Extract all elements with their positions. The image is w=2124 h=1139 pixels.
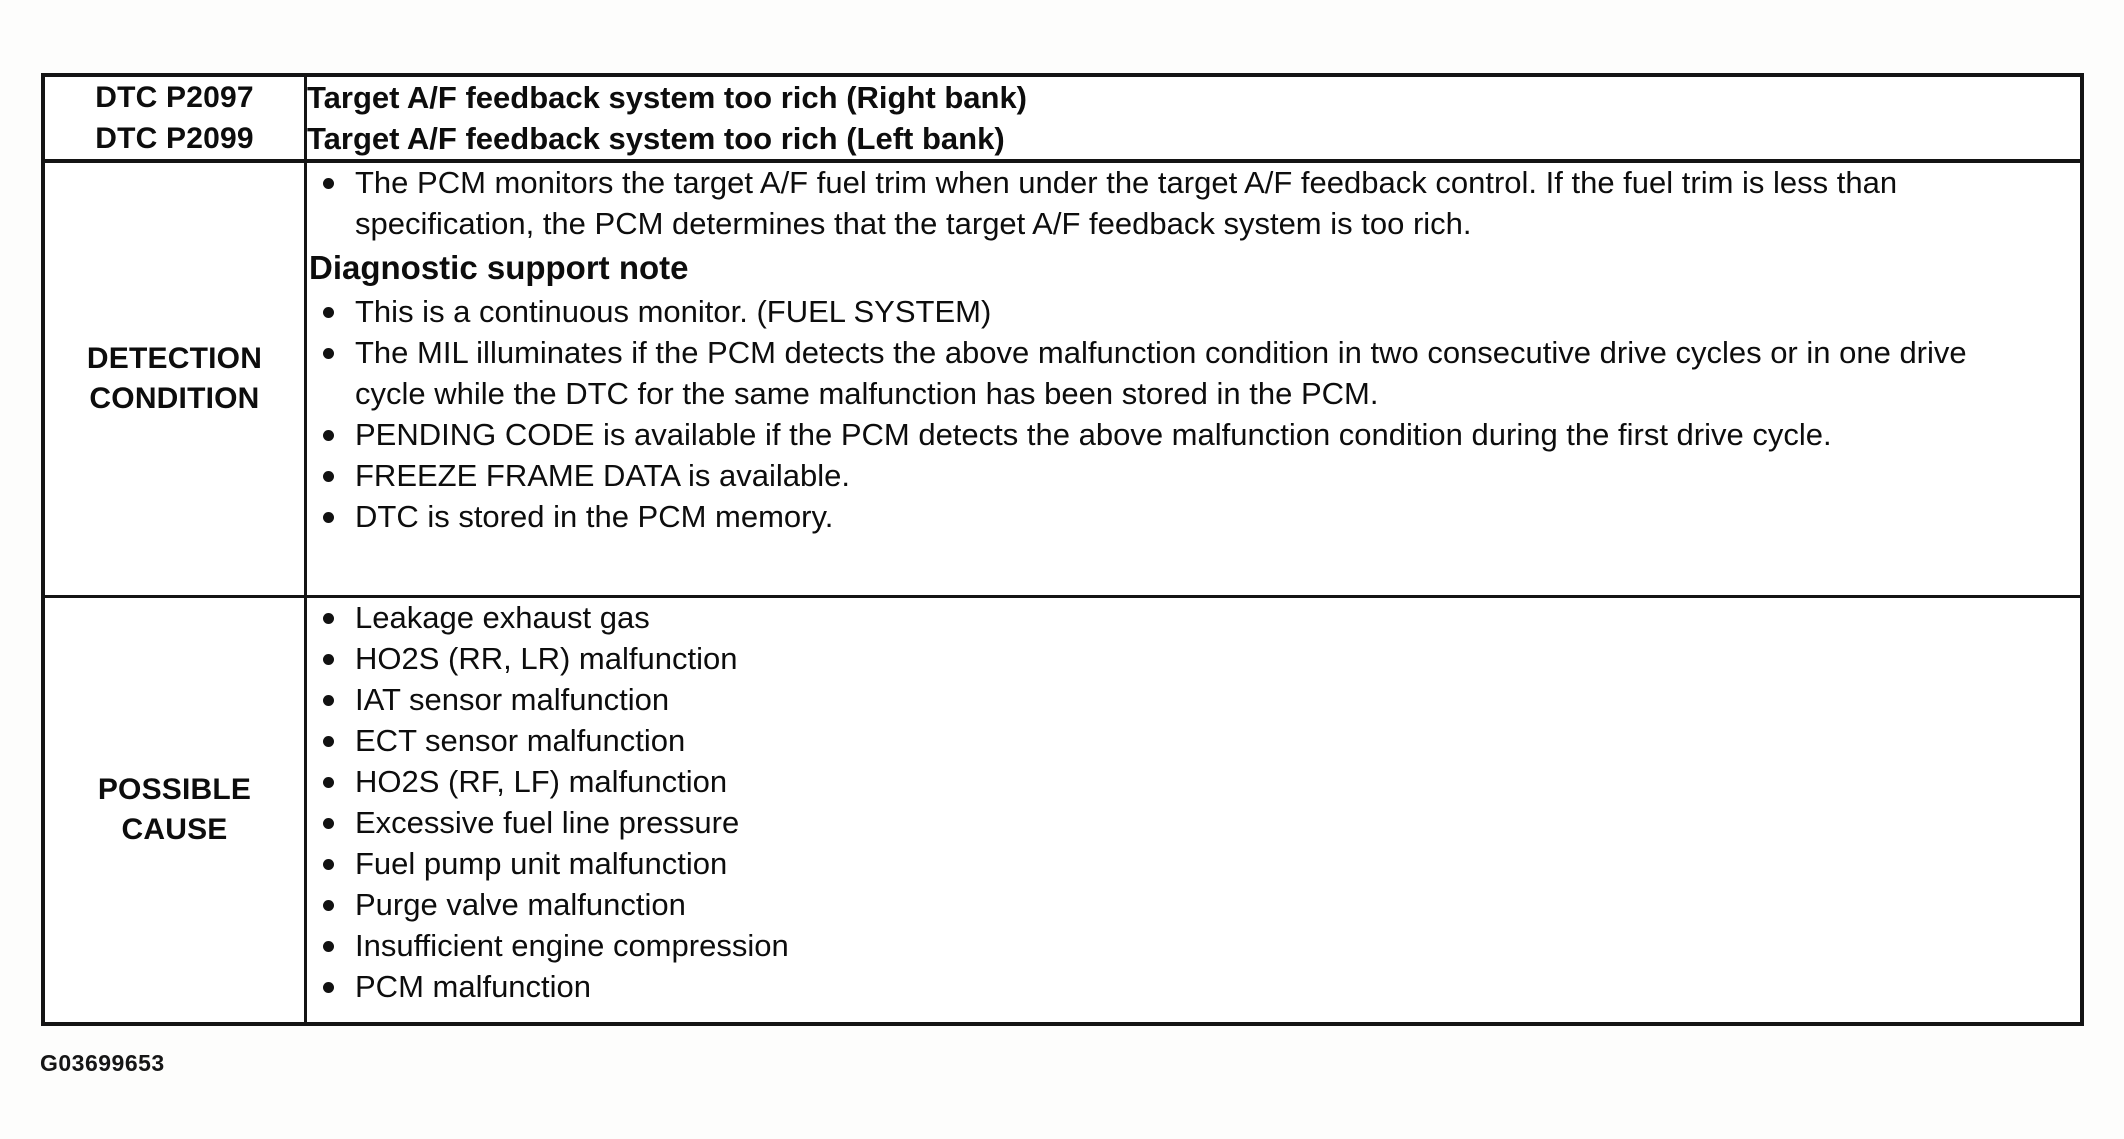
dtc-codes-cell	[43, 75, 306, 161]
bullet-text: The PCM monitors the target A/F fuel trim when under the target A/F feedback control. If the fuel trim is less than specification, the PCM determines that the target A/F feedback system is too rich.	[355, 165, 1898, 242]
possible-cause-label: POSSIBLE CAUSE	[43, 597, 306, 1025]
bullet-icon	[323, 859, 334, 870]
possible-cause-content	[306, 597, 2083, 1025]
figure-id: G03699653	[40, 1050, 165, 1076]
dtc-code-p2097: DTC P2097	[95, 81, 254, 115]
bullet-item	[307, 497, 2010, 538]
dtc-header-row	[43, 75, 2082, 161]
bullet-text: FREEZE FRAME DATA is available.	[355, 458, 850, 494]
bullet-item	[307, 803, 2010, 844]
bullet-item	[307, 333, 2010, 415]
bullet-icon	[323, 654, 334, 665]
bullet-text: This is a continuous monitor. (FUEL SYSTEM)	[355, 294, 992, 330]
dtc-description-right-bank: Target A/F feedback system too rich (Right bank)	[307, 80, 1028, 115]
bullet-text: The MIL illuminates if the PCM detects the above malfunction condition in two consecutive drive cycles or in one drive cycle while the DTC for the same malfunction has been stored in the PCM.	[355, 335, 1967, 412]
bullet-text: PCM malfunction	[355, 968, 592, 1004]
bullet-text: HO2S (RR, LR) malfunction	[355, 641, 738, 677]
bullet-item	[307, 926, 2010, 967]
dtc-code-p2099: DTC P2099	[95, 122, 254, 156]
bullet-icon	[323, 982, 334, 993]
bullet-icon	[323, 348, 334, 359]
detection-condition-content	[306, 161, 2083, 597]
bullet-item	[307, 762, 2010, 803]
bullet-item	[307, 598, 2010, 639]
bullet-text: ECT sensor malfunction	[355, 723, 686, 759]
bullet-item	[307, 415, 2010, 456]
bullet-icon	[323, 471, 334, 482]
bullet-item	[307, 639, 2010, 680]
bullet-icon	[323, 777, 334, 788]
bullet-text: Purge valve malfunction	[355, 886, 686, 922]
bullet-text: Fuel pump unit malfunction	[355, 845, 728, 881]
bullet-icon	[323, 941, 334, 952]
possible-cause-row	[43, 597, 2082, 1025]
diagnostic-support-note-heading: Diagnostic support note	[309, 249, 689, 287]
bullet-item	[307, 456, 2010, 497]
bullet-text: Leakage exhaust gas	[355, 600, 650, 636]
bullet-item	[307, 885, 2010, 926]
bullet-text: Excessive fuel line pressure	[355, 804, 740, 840]
bullet-text: PENDING CODE is available if the PCM detects the above malfunction condition during the first drive cycle.	[355, 417, 1832, 453]
bullet-item	[307, 163, 2010, 245]
dtc-description-left-bank: Target A/F feedback system too rich (Left bank)	[307, 121, 1005, 157]
bullet-icon	[323, 307, 334, 318]
bullet-text: DTC is stored in the PCM memory.	[355, 499, 834, 535]
bullet-icon	[323, 512, 334, 523]
bullet-icon	[323, 818, 334, 829]
bullet-text: Insufficient engine compression	[355, 927, 789, 963]
bullet-icon	[323, 900, 334, 911]
bullet-item	[307, 292, 2010, 333]
bullet-icon	[323, 613, 334, 624]
bullet-item	[307, 844, 2010, 885]
bullet-icon	[323, 695, 334, 706]
bullet-item	[307, 721, 2010, 762]
bullet-item	[307, 967, 2010, 1008]
bullet-text: IAT sensor malfunction	[355, 682, 670, 718]
bullet-icon	[323, 430, 334, 441]
bullet-item	[307, 680, 2010, 721]
dtc-descriptions-cell	[306, 75, 2083, 161]
bullet-icon	[323, 736, 334, 747]
bullet-text: HO2S (RF, LF) malfunction	[355, 764, 728, 800]
bullet-icon	[323, 178, 334, 189]
dtc-table	[41, 73, 2084, 1026]
detection-condition-row	[43, 161, 2082, 597]
detection-condition-label: DETECTION CONDITION	[43, 161, 306, 597]
